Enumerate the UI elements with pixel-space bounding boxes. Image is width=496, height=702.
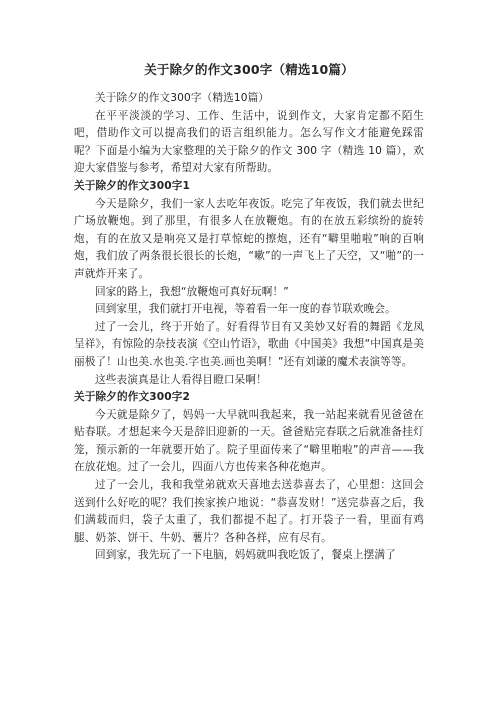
paragraph: 回到家，我先玩了一下电脑，妈妈就叫我吃饭了，餐桌上摆满了: [95, 549, 396, 562]
intro-subtitle: 关于除夕的作文300字（精选10篇）: [95, 92, 270, 104]
paragraph: 过了一会儿，我和我堂弟就欢天喜地去送恭喜去了，心里想：这回会送到什么好吃的呢？我们挨家挨户地说：“恭喜发财！”送完恭喜之后，我们满载而归，袋子太重了，我们都提不起了。打开袋子一看，里面有鸡腿、奶茶、饼干、牛奶、薯片？各种各样，应有尽有。: [74, 479, 424, 544]
paragraph: 回家的路上，我想“放鞭炮可真好玩啊！”: [95, 285, 289, 298]
document-title: 关于除夕的作文300字（精选10篇）: [144, 62, 354, 77]
section-heading: 关于除夕的作文300字2: [74, 391, 191, 404]
intro-paragraph: 在平平淡淡的学习、工作、生活中，说到作文，大家肯定都不陌生吧，借助作文可以提高我们的语言组织能力。怎么写作文才能避免踩雷呢？下面是小编为大家整理的关于除夕的作文 300 字（精选 10 篇），欢迎大家借鉴与参考，希望对大家有所帮助。: [74, 109, 424, 175]
paragraph: 回到家里，我们就打开电视，等着看一年一度的春节联欢晚会。: [95, 303, 396, 316]
section-2: [74, 389, 424, 565]
paragraph: 今天就是除夕了，妈妈一大早就叫我起来，我一站起来就看见爸爸在贴春联。才想起来今天是辞旧迎新的一天。爸爸贴完春联之后就准备挂灯笼，预示新的一年就要开始了。院子里面传来了“噼里啪啦”的声音——我在放花炮。过了一会儿，四面八方也传来各种花炮声。: [74, 408, 424, 474]
paragraph: 过了一会儿，终于开始了。好看得节目有又美妙又好看的舞蹈《龙凤呈祥》，有惊险的杂技表演《空山竹语》，歌曲《中国美》我想“中国真是美丽极了！山也美.水也美.字也美.画也美啊！”还有刘谦的魔术表演等等。: [74, 320, 424, 368]
section-1: [74, 178, 424, 389]
paragraph: 今天是除夕，我们一家人去吃年夜饭。吃完了年夜饭，我们就去世纪广场放鞭炮。到了那里，有很多人在放鞭炮。有的在放五彩缤纷的旋转炮，有的在放又是响亮又是打草惊蛇的擦炮，还有“噼里啪啦”响的百响炮，我们放了两条很长很长的长炮，“嗽”的一声飞上了天空，又“啪”的一声就炸开来了。: [74, 197, 424, 280]
paragraph: 这些表演真是让人看得目瞪口呆啊！: [95, 373, 267, 386]
section-heading: 关于除夕的作文300字1: [74, 179, 191, 192]
